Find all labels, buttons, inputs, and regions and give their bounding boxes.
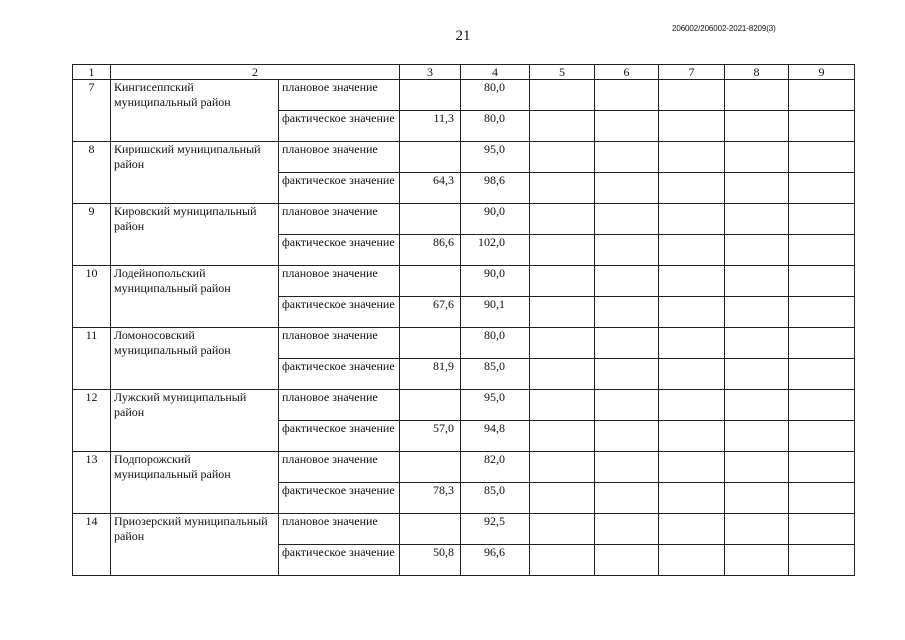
col4-value: 80,0 xyxy=(461,80,530,111)
row-number: 13 xyxy=(73,452,111,514)
col4-value: 80,0 xyxy=(461,328,530,359)
col4-value: 102,0 xyxy=(461,235,530,266)
empty-cell xyxy=(789,328,855,359)
district-name: Кингисеппский муниципальный район xyxy=(111,80,279,142)
header-row xyxy=(73,65,855,80)
empty-cell xyxy=(789,266,855,297)
empty-cell xyxy=(595,545,659,576)
col3-value xyxy=(400,142,461,173)
empty-cell xyxy=(659,328,725,359)
header-cell: 8 xyxy=(725,65,789,80)
value-kind-label: плановое значение xyxy=(279,266,400,297)
empty-cell xyxy=(789,359,855,390)
col3-value: 67,6 xyxy=(400,297,461,328)
table-row-plan xyxy=(73,204,855,235)
empty-cell xyxy=(595,80,659,111)
col3-value xyxy=(400,328,461,359)
empty-cell xyxy=(595,297,659,328)
col4-value: 85,0 xyxy=(461,483,530,514)
table-row-plan xyxy=(73,328,855,359)
data-table xyxy=(72,64,855,576)
empty-cell xyxy=(595,483,659,514)
empty-cell xyxy=(725,173,789,204)
empty-cell xyxy=(659,80,725,111)
empty-cell xyxy=(530,266,595,297)
empty-cell xyxy=(789,514,855,545)
value-kind-label: плановое значение xyxy=(279,328,400,359)
empty-cell xyxy=(789,173,855,204)
row-number: 8 xyxy=(73,142,111,204)
table-row-plan xyxy=(73,452,855,483)
empty-cell xyxy=(530,173,595,204)
header-cell: 2 xyxy=(111,65,400,80)
col4-value: 95,0 xyxy=(461,390,530,421)
table-row-plan xyxy=(73,514,855,545)
empty-cell xyxy=(530,142,595,173)
col4-value: 94,8 xyxy=(461,421,530,452)
col4-value: 98,6 xyxy=(461,173,530,204)
district-name: Киришский муниципальный район xyxy=(111,142,279,204)
empty-cell xyxy=(789,204,855,235)
empty-cell xyxy=(789,142,855,173)
header-cell: 5 xyxy=(530,65,595,80)
empty-cell xyxy=(659,483,725,514)
value-kind-label: фактическое значение xyxy=(279,297,400,328)
page-number: 21 xyxy=(455,28,471,44)
empty-cell xyxy=(530,328,595,359)
empty-cell xyxy=(659,297,725,328)
empty-cell xyxy=(659,545,725,576)
col3-value xyxy=(400,204,461,235)
empty-cell xyxy=(659,235,725,266)
empty-cell xyxy=(595,235,659,266)
empty-cell xyxy=(659,390,725,421)
district-name: Приозерский муниципальный район xyxy=(111,514,279,576)
value-kind-label: фактическое значение xyxy=(279,421,400,452)
table-row-plan xyxy=(73,390,855,421)
empty-cell xyxy=(725,390,789,421)
district-name: Кировский муниципальный район xyxy=(111,204,279,266)
col3-value: 11,3 xyxy=(400,111,461,142)
value-kind-label: фактическое значение xyxy=(279,173,400,204)
value-kind-label: плановое значение xyxy=(279,452,400,483)
empty-cell xyxy=(595,266,659,297)
empty-cell xyxy=(725,297,789,328)
empty-cell xyxy=(595,452,659,483)
empty-cell xyxy=(659,514,725,545)
empty-cell xyxy=(725,483,789,514)
header-cell: 4 xyxy=(461,65,530,80)
empty-cell xyxy=(789,80,855,111)
empty-cell xyxy=(789,421,855,452)
empty-cell xyxy=(595,142,659,173)
empty-cell xyxy=(530,421,595,452)
district-name: Ломоносовский муниципальный район xyxy=(111,328,279,390)
col3-value: 57,0 xyxy=(400,421,461,452)
empty-cell xyxy=(659,173,725,204)
empty-cell xyxy=(725,142,789,173)
empty-cell xyxy=(789,452,855,483)
empty-cell xyxy=(725,204,789,235)
col3-value: 78,3 xyxy=(400,483,461,514)
empty-cell xyxy=(530,235,595,266)
col3-value: 86,6 xyxy=(400,235,461,266)
value-kind-label: фактическое значение xyxy=(279,483,400,514)
empty-cell xyxy=(659,142,725,173)
empty-cell xyxy=(725,359,789,390)
empty-cell xyxy=(725,545,789,576)
empty-cell xyxy=(659,111,725,142)
empty-cell xyxy=(530,359,595,390)
row-number: 12 xyxy=(73,390,111,452)
col4-value: 90,1 xyxy=(461,297,530,328)
value-kind-label: фактическое значение xyxy=(279,235,400,266)
col4-value: 82,0 xyxy=(461,452,530,483)
empty-cell xyxy=(725,266,789,297)
empty-cell xyxy=(789,111,855,142)
empty-cell xyxy=(595,390,659,421)
row-number: 10 xyxy=(73,266,111,328)
col4-value: 90,0 xyxy=(461,204,530,235)
empty-cell xyxy=(595,173,659,204)
empty-cell xyxy=(530,80,595,111)
empty-cell xyxy=(595,328,659,359)
row-number: 14 xyxy=(73,514,111,576)
empty-cell xyxy=(789,297,855,328)
empty-cell xyxy=(659,359,725,390)
empty-cell xyxy=(659,421,725,452)
empty-cell xyxy=(595,514,659,545)
empty-cell xyxy=(530,483,595,514)
empty-cell xyxy=(530,111,595,142)
row-number: 9 xyxy=(73,204,111,266)
col3-value xyxy=(400,80,461,111)
empty-cell xyxy=(530,514,595,545)
value-kind-label: плановое значение xyxy=(279,204,400,235)
col4-value: 96,6 xyxy=(461,545,530,576)
empty-cell xyxy=(659,204,725,235)
header-cell: 9 xyxy=(789,65,855,80)
table-row-plan xyxy=(73,266,855,297)
value-kind-label: фактическое значение xyxy=(279,111,400,142)
document-id: 206002/206002-2021-8209(3) xyxy=(672,24,776,33)
col4-value: 92,5 xyxy=(461,514,530,545)
col3-value xyxy=(400,266,461,297)
col4-value: 80,0 xyxy=(461,111,530,142)
col4-value: 95,0 xyxy=(461,142,530,173)
empty-cell xyxy=(595,111,659,142)
empty-cell xyxy=(530,390,595,421)
empty-cell xyxy=(530,452,595,483)
value-kind-label: фактическое значение xyxy=(279,545,400,576)
table-row-plan xyxy=(73,80,855,111)
header-cell: 6 xyxy=(595,65,659,80)
col3-value xyxy=(400,452,461,483)
col3-value: 81,9 xyxy=(400,359,461,390)
col3-value xyxy=(400,514,461,545)
empty-cell xyxy=(789,545,855,576)
district-name: Лодейнопольский муниципальный район xyxy=(111,266,279,328)
col3-value: 64,3 xyxy=(400,173,461,204)
value-kind-label: плановое значение xyxy=(279,142,400,173)
empty-cell xyxy=(725,235,789,266)
col3-value xyxy=(400,390,461,421)
district-name: Лужский муниципальный район xyxy=(111,390,279,452)
empty-cell xyxy=(595,359,659,390)
empty-cell xyxy=(725,80,789,111)
empty-cell xyxy=(725,514,789,545)
row-number: 11 xyxy=(73,328,111,390)
value-kind-label: фактическое значение xyxy=(279,359,400,390)
table-row-plan xyxy=(73,142,855,173)
empty-cell xyxy=(789,235,855,266)
col4-value: 85,0 xyxy=(461,359,530,390)
district-name: Подпорожский муниципальный район xyxy=(111,452,279,514)
empty-cell xyxy=(725,328,789,359)
empty-cell xyxy=(789,390,855,421)
empty-cell xyxy=(725,452,789,483)
header-cell: 1 xyxy=(73,65,111,80)
empty-cell xyxy=(725,111,789,142)
row-number: 7 xyxy=(73,80,111,142)
empty-cell xyxy=(789,483,855,514)
empty-cell xyxy=(595,204,659,235)
empty-cell xyxy=(530,545,595,576)
value-kind-label: плановое значение xyxy=(279,390,400,421)
empty-cell xyxy=(659,266,725,297)
empty-cell xyxy=(595,421,659,452)
col4-value: 90,0 xyxy=(461,266,530,297)
empty-cell xyxy=(725,421,789,452)
header-cell: 3 xyxy=(400,65,461,80)
header-cell: 7 xyxy=(659,65,725,80)
col3-value: 50,8 xyxy=(400,545,461,576)
empty-cell xyxy=(530,204,595,235)
empty-cell xyxy=(659,452,725,483)
empty-cell xyxy=(530,297,595,328)
value-kind-label: плановое значение xyxy=(279,80,400,111)
value-kind-label: плановое значение xyxy=(279,514,400,545)
